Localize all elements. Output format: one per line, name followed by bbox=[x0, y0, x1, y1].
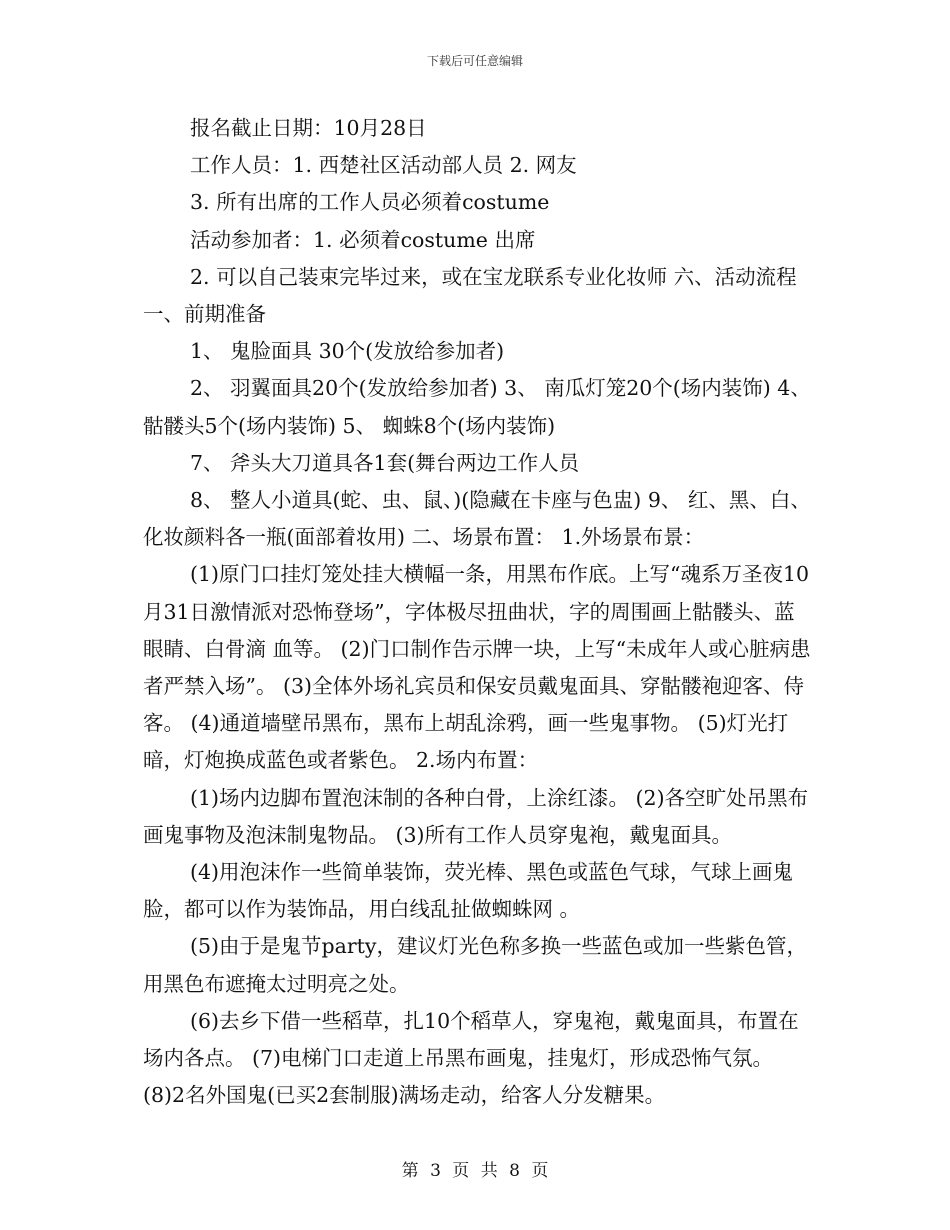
paragraph-participants: 活动参加者：1. 必须着costume 出席 bbox=[190, 227, 536, 252]
paragraph-indoor-5: (5)由于是鬼节party，建议灯光色称多换一些蓝色或加一些紫色管，用黑色布遮掩太过明亮之处。 bbox=[143, 934, 808, 996]
paragraph-staff-costume: 3. 所有出席的工作人员必须着costume bbox=[190, 190, 550, 215]
paragraph-item-1: 1、 鬼脸面具 30个(发放给参加者) bbox=[190, 339, 505, 364]
page-number: 第 3 页 共 8 页 bbox=[401, 1161, 549, 1181]
paragraph-deadline: 报名截止日期：10月28日 bbox=[190, 116, 427, 140]
paragraph-makeup-process: 2. 可以自己装束完毕过来，或在宝龙联系专业化妆师 六、活动流程 一、前期准备 bbox=[143, 264, 797, 327]
paragraph-indoor-4: (4)用泡沫作一些简单装饰，荧光棒、黑色或蓝色气球，气球上画鬼脸，都可以作为装饰品，用白线乱扯做蜘蛛网 。 bbox=[143, 860, 794, 922]
paragraph-staff: 工作人员：1. 西楚社区活动部人员 2. 网友 bbox=[190, 153, 577, 178]
document-body bbox=[143, 110, 815, 1114]
paragraph-outdoor-setup: (1)原门口挂灯笼处挂大横幅一条，用黑布作底。上写“魂系万圣夜10月31日激情派对恐怖登场”，字体极尽扭曲状，字的周围画上骷髅头、蓝眼睛、白骨滴 血等。 (2)门口制作告示牌一块，上写“未成年人或心脏病患者严禁入场”。 (3)全体外场礼宾员和保安员戴鬼面具、穿骷髅袍迎客、侍客。 (4)通道墙壁吊黑布，黑布上胡乱涂鸦，画一些鬼事物。 (5)灯光打暗，灯炮换成蓝色或者紫色。 2.场内布置： bbox=[143, 562, 811, 773]
paragraph-items-8-9: 8、 整人小道具(蛇、虫、鼠、)(隐藏在卡座与色盅) 9、 红、黑、白、化妆颜料各一瓶(面部着妆用) 二、场景布置： 1.外场景布景： bbox=[143, 488, 811, 550]
paragraph-item-7: 7、 斧头大刀道具各1套(舞台两边工作人员 bbox=[190, 450, 580, 475]
paragraph-indoor-1-3: (1)场内边脚布置泡沫制的各种白骨，上涂红漆。 (2)各空旷处吊黑布画鬼事物及泡沫制鬼物品。 (3)所有工作人员穿鬼袍，戴鬼面具。 bbox=[143, 785, 809, 847]
paragraph-indoor-6-8: (6)去乡下借一些稻草，扎10个稻草人，穿鬼袍，戴鬼面具，布置在场内各点。 (7)电梯门口走道上吊黑布画鬼，挂鬼灯，形成恐怖气氛。 (8)2名外国鬼(已买2套制服)满场走动，给客人分发糖果。 bbox=[143, 1008, 799, 1108]
paragraph-items-2-5: 2、 羽翼面具20个(发放给参加者) 3、 南瓜灯笼20个(场内装饰) 4、 骷髅头5个(场内装饰) 5、 蜘蛛8个(场内装饰) bbox=[143, 376, 811, 438]
page-header-note: 下载后可任意编辑 bbox=[426, 54, 523, 68]
